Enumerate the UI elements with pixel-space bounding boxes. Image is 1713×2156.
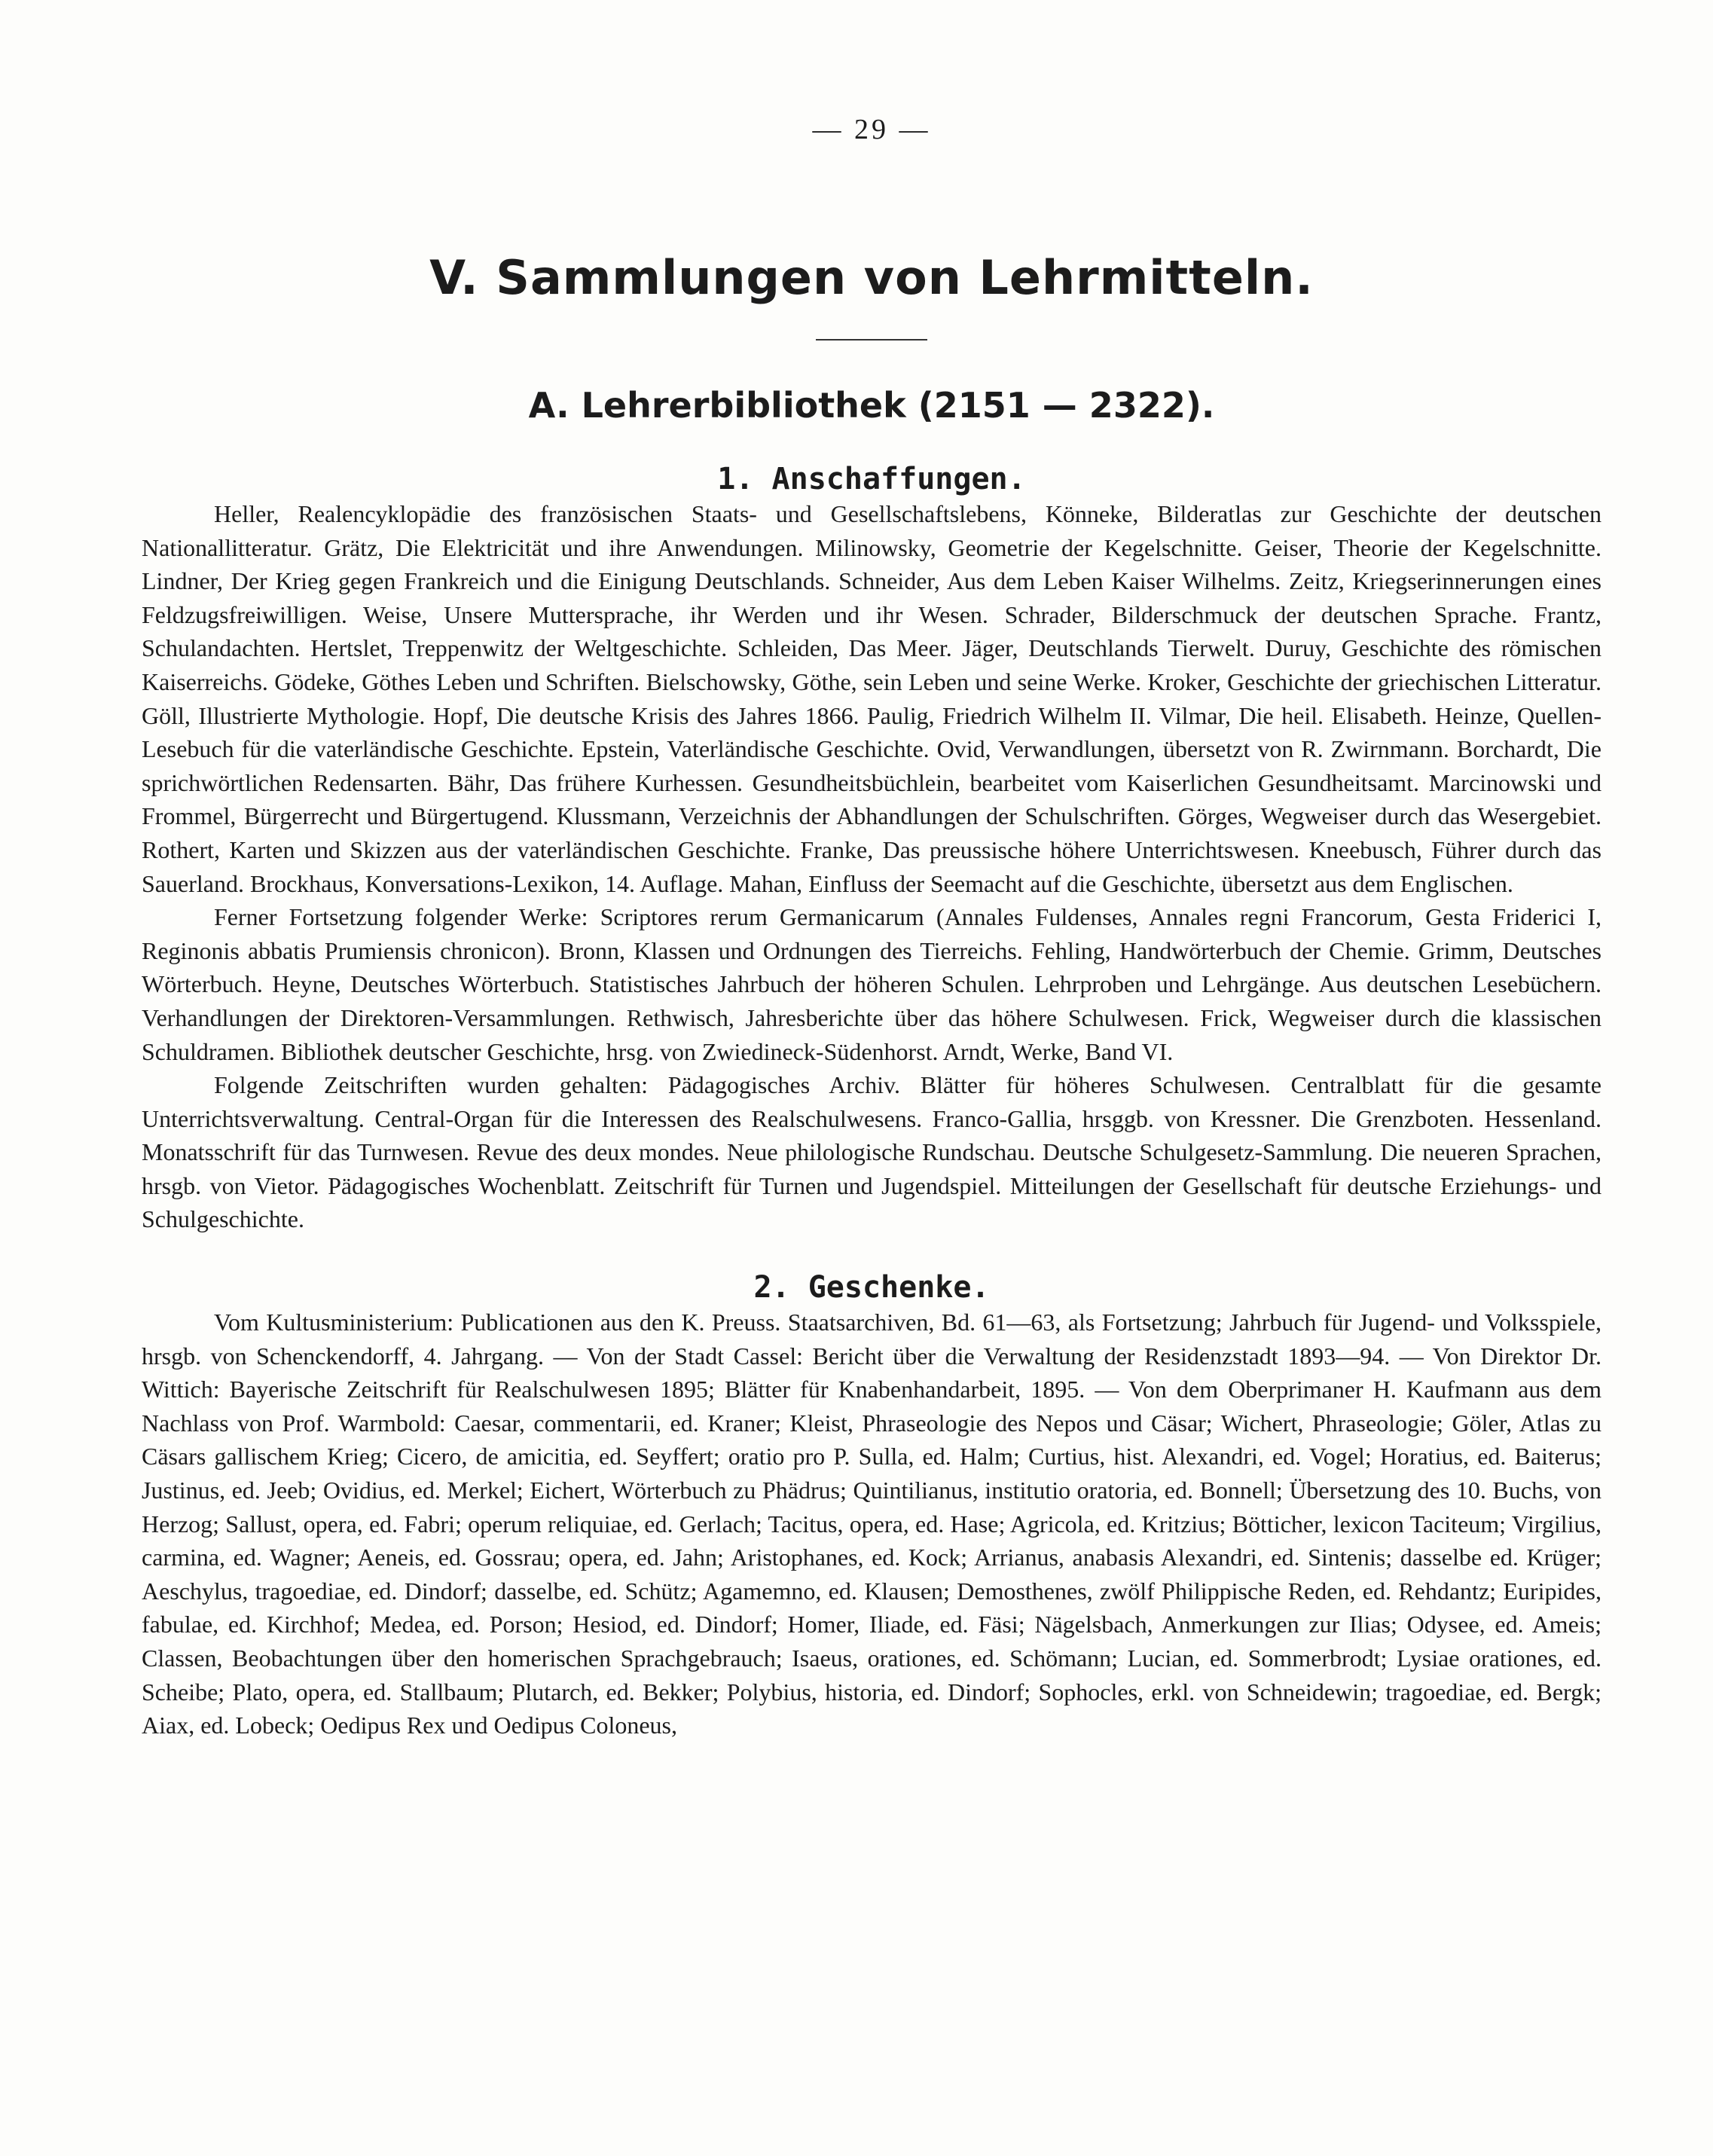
part-heading-geschenke: 2. Geschenke.	[753, 1270, 990, 1306]
paragraph-continuations: Ferner Fortsetzung folgender Werke: Scriptores rerum Germanicarum (Annales Fuldenses, Annales regni Francorum, Gesta Friderici I, Reginonis abbatis Prumiensis chronicon). Bronn, Klassen und Ordnungen des Tierreichs. Fehling, Handwörterbuch der Chemie. Grimm, Deutsches Wörterbuch. Heyne, Deutsches Wörterbuch. Statistisches Jahrbuch der höheren Schulen. Lehrproben und Lehrgänge. Aus deutschen Lesebüchern. Verhandlungen der Direktoren-Versammlungen. Rethwisch, Jahresberichte über das höhere Schulwesen. Frick, Wegweiser durch die klassischen Schuldramen. Bibliothek deutscher Geschichte, hrsg. von Zwiedineck-Südenhorst. Arndt, Werke, Band VI.	[142, 903, 1602, 1065]
section-title: V. Sammlungen von Lehrmitteln.	[429, 250, 1314, 305]
part-heading-anschaffungen: 1. Anschaffungen.	[717, 462, 1026, 496]
subsection-title: A. Lehrerbibliothek (2151 — 2322).	[528, 385, 1215, 426]
paragraph-donations: Vom Kultusministerium: Publicationen aus den K. Preuss. Staatsarchiven, Bd. 61—63, als Fortsetzung; Jahrbuch für Jugend- und Volksspiele, hrsgb. von Schenckendorff, 4. Jahrgang. — Von der Stadt Cassel: Bericht über die Verwaltung der Residenzstadt 1893—94. — Von Direktor Dr. Wittich: Bayerische Zeitschrift für Realschulwesen 1895; Blätter für Knabenhandarbeit, 1895. — Von dem Oberprimaner H. Kaufmann aus dem Nachlass von Prof. Warmbold: Caesar, commentarii, ed. Kraner; Kleist, Phraseologie des Nepos und Cäsar; Wichert, Phraseologie; Göler, Atlas zu Cäsars gallischem Krieg; Cicero, de amicitia, ed. Seyffert; oratio pro P. Sulla, ed. Halm; Curtius, hist. Alexandri, ed. Vogel; Horatius, ed. Baiterus; Justinus, ed. Jeeb; Ovidius, ed. Merkel; Eichert, Wörterbuch zu Phädrus; Quintilianus, institutio oratoria, ed. Bonnell; Übersetzung des 10. Buchs, von Herzog; Sallust, opera, ed. Fabri; operum reliquiae, ed. Gerlach; Tacitus, opera, ed. Hase; Agricola, ed. Kritzius; Bötticher, lexicon Taciteum; Virgilius, carmina, ed. Wagner; Aeneis, ed. Gossrau; opera, ed. Jahn; Aristophanes, ed. Kock; Arrianus, anabasis Alexandri, ed. Sintenis; dasselbe ed. Krüger; Aeschylus, tragoediae, ed. Dindorf; dasselbe, ed. Schütz; Agamemno, ed. Klausen; Demosthenes, zwölf Philippische Reden, ed. Rehdantz; Euripides, fabulae, ed. Kirchhof; Medea, ed. Porson; Hesiod, ed. Dindorf; Homer, Iliade, ed. Fäsi; Nägelsbach, Anmerkungen zur Ilias; Odysee, ed. Ameis; Classen, Beobachtungen über den homerischen Sprachgebrauch; Isaeus, orationes, ed. Schömann; Lucian, ed. Sommerbrodt; Lysiae orationes, ed. Scheibe; Plato, opera, ed. Stallbaum; Plutarch, ed. Bekker; Polybius, historia, ed. Dindorf; Sophocles, erkl. von Schneidewin; tragoediae, ed. Bergk; Aiax, ed. Lobeck; Oedipus Rex und Oedipus Coloneus,	[142, 1309, 1602, 1739]
part-anschaffungen	[142, 461, 1602, 1236]
page-number: — 29 —	[812, 114, 931, 145]
paragraph-periodicals: Folgende Zeitschriften wurden gehalten: Pädagogisches Archiv. Blätter für höheres Schulwesen. Centralblatt für die gesamte Unterrichtsverwaltung. Central-Organ für die Interessen des Realschulwesens. Franco-Gallia, hrsggb. von Kressner. Die Grenzboten. Hessenland. Monatsschrift für das Turnwesen. Revue des deux mondes. Neue philologische Rundschau. Deutsche Schulgesetz-Sammlung. Die neueren Sprachen, hrsgb. von Vietor. Pädagogisches Wochenblatt. Zeitschrift für Turnen und Jugendspiel. Mitteilungen der Gesellschaft für deutsche Erziehungs- und Schulgeschichte.	[142, 1071, 1602, 1233]
title-divider	[816, 339, 927, 341]
paragraph-acquisitions: Heller, Realencyklopädie des französischen Staats- und Gesellschaftslebens, Könneke, Bilderatlas zur Geschichte der deutschen Nationallitteratur. Grätz, Die Elektricität und ihre Anwendungen. Milinowsky, Geometrie der Kegelschnitte. Geiser, Theorie der Kegelschnitte. Lindner, Der Krieg gegen Frankreich und die Einigung Deutschlands. Schneider, Aus dem Leben Kaiser Wilhelms. Zeitz, Kriegserinnerungen eines Feldzugsfreiwilligen. Weise, Unsere Muttersprache, ihr Werden und ihr Wesen. Schrader, Bilderschmuck der deutschen Sprache. Frantz, Schulandachten. Hertslet, Treppenwitz der Weltgeschichte. Schleiden, Das Meer. Jäger, Deutschlands Tierwelt. Duruy, Geschichte des römischen Kaiserreichs. Gödeke, Göthes Leben und Schriften. Bielschowsky, Göthe, sein Leben und seine Werke. Kroker, Geschichte der griechischen Litteratur. Göll, Illustrierte Mythologie. Hopf, Die deutsche Krisis des Jahres 1866. Paulig, Friedrich Wilhelm II. Vilmar, Die heil. Elisabeth. Heinze, Quellen-Lesebuch für die vaterländische Geschichte. Epstein, Vaterländische Geschichte. Ovid, Verwandlungen, übersetzt von R. Zwirnmann. Borchardt, Die sprichwörtlichen Redensarten. Bähr, Das frühere Kurhessen. Gesundheitsbüchlein, bearbeitet vom Kaiserlichen Gesundheitsamt. Marcinowski und Frommel, Bürgerrecht und Bürgertugend. Klussmann, Verzeichnis der Abhandlungen der Schulschriften. Görges, Wegweiser durch das Wesergebiet. Rothert, Karten und Skizzen aus der vaterländischen Geschichte. Franke, Das preussische höhere Unterrichtswesen. Kneebusch, Führer durch das Sauerland. Brockhaus, Konversations-Lexikon, 14. Auflage. Mahan, Einfluss der Seemacht auf die Geschichte, übersetzt aus dem Englischen.	[142, 500, 1602, 897]
part-geschenke	[142, 1269, 1602, 1742]
document-page	[142, 113, 1602, 1742]
